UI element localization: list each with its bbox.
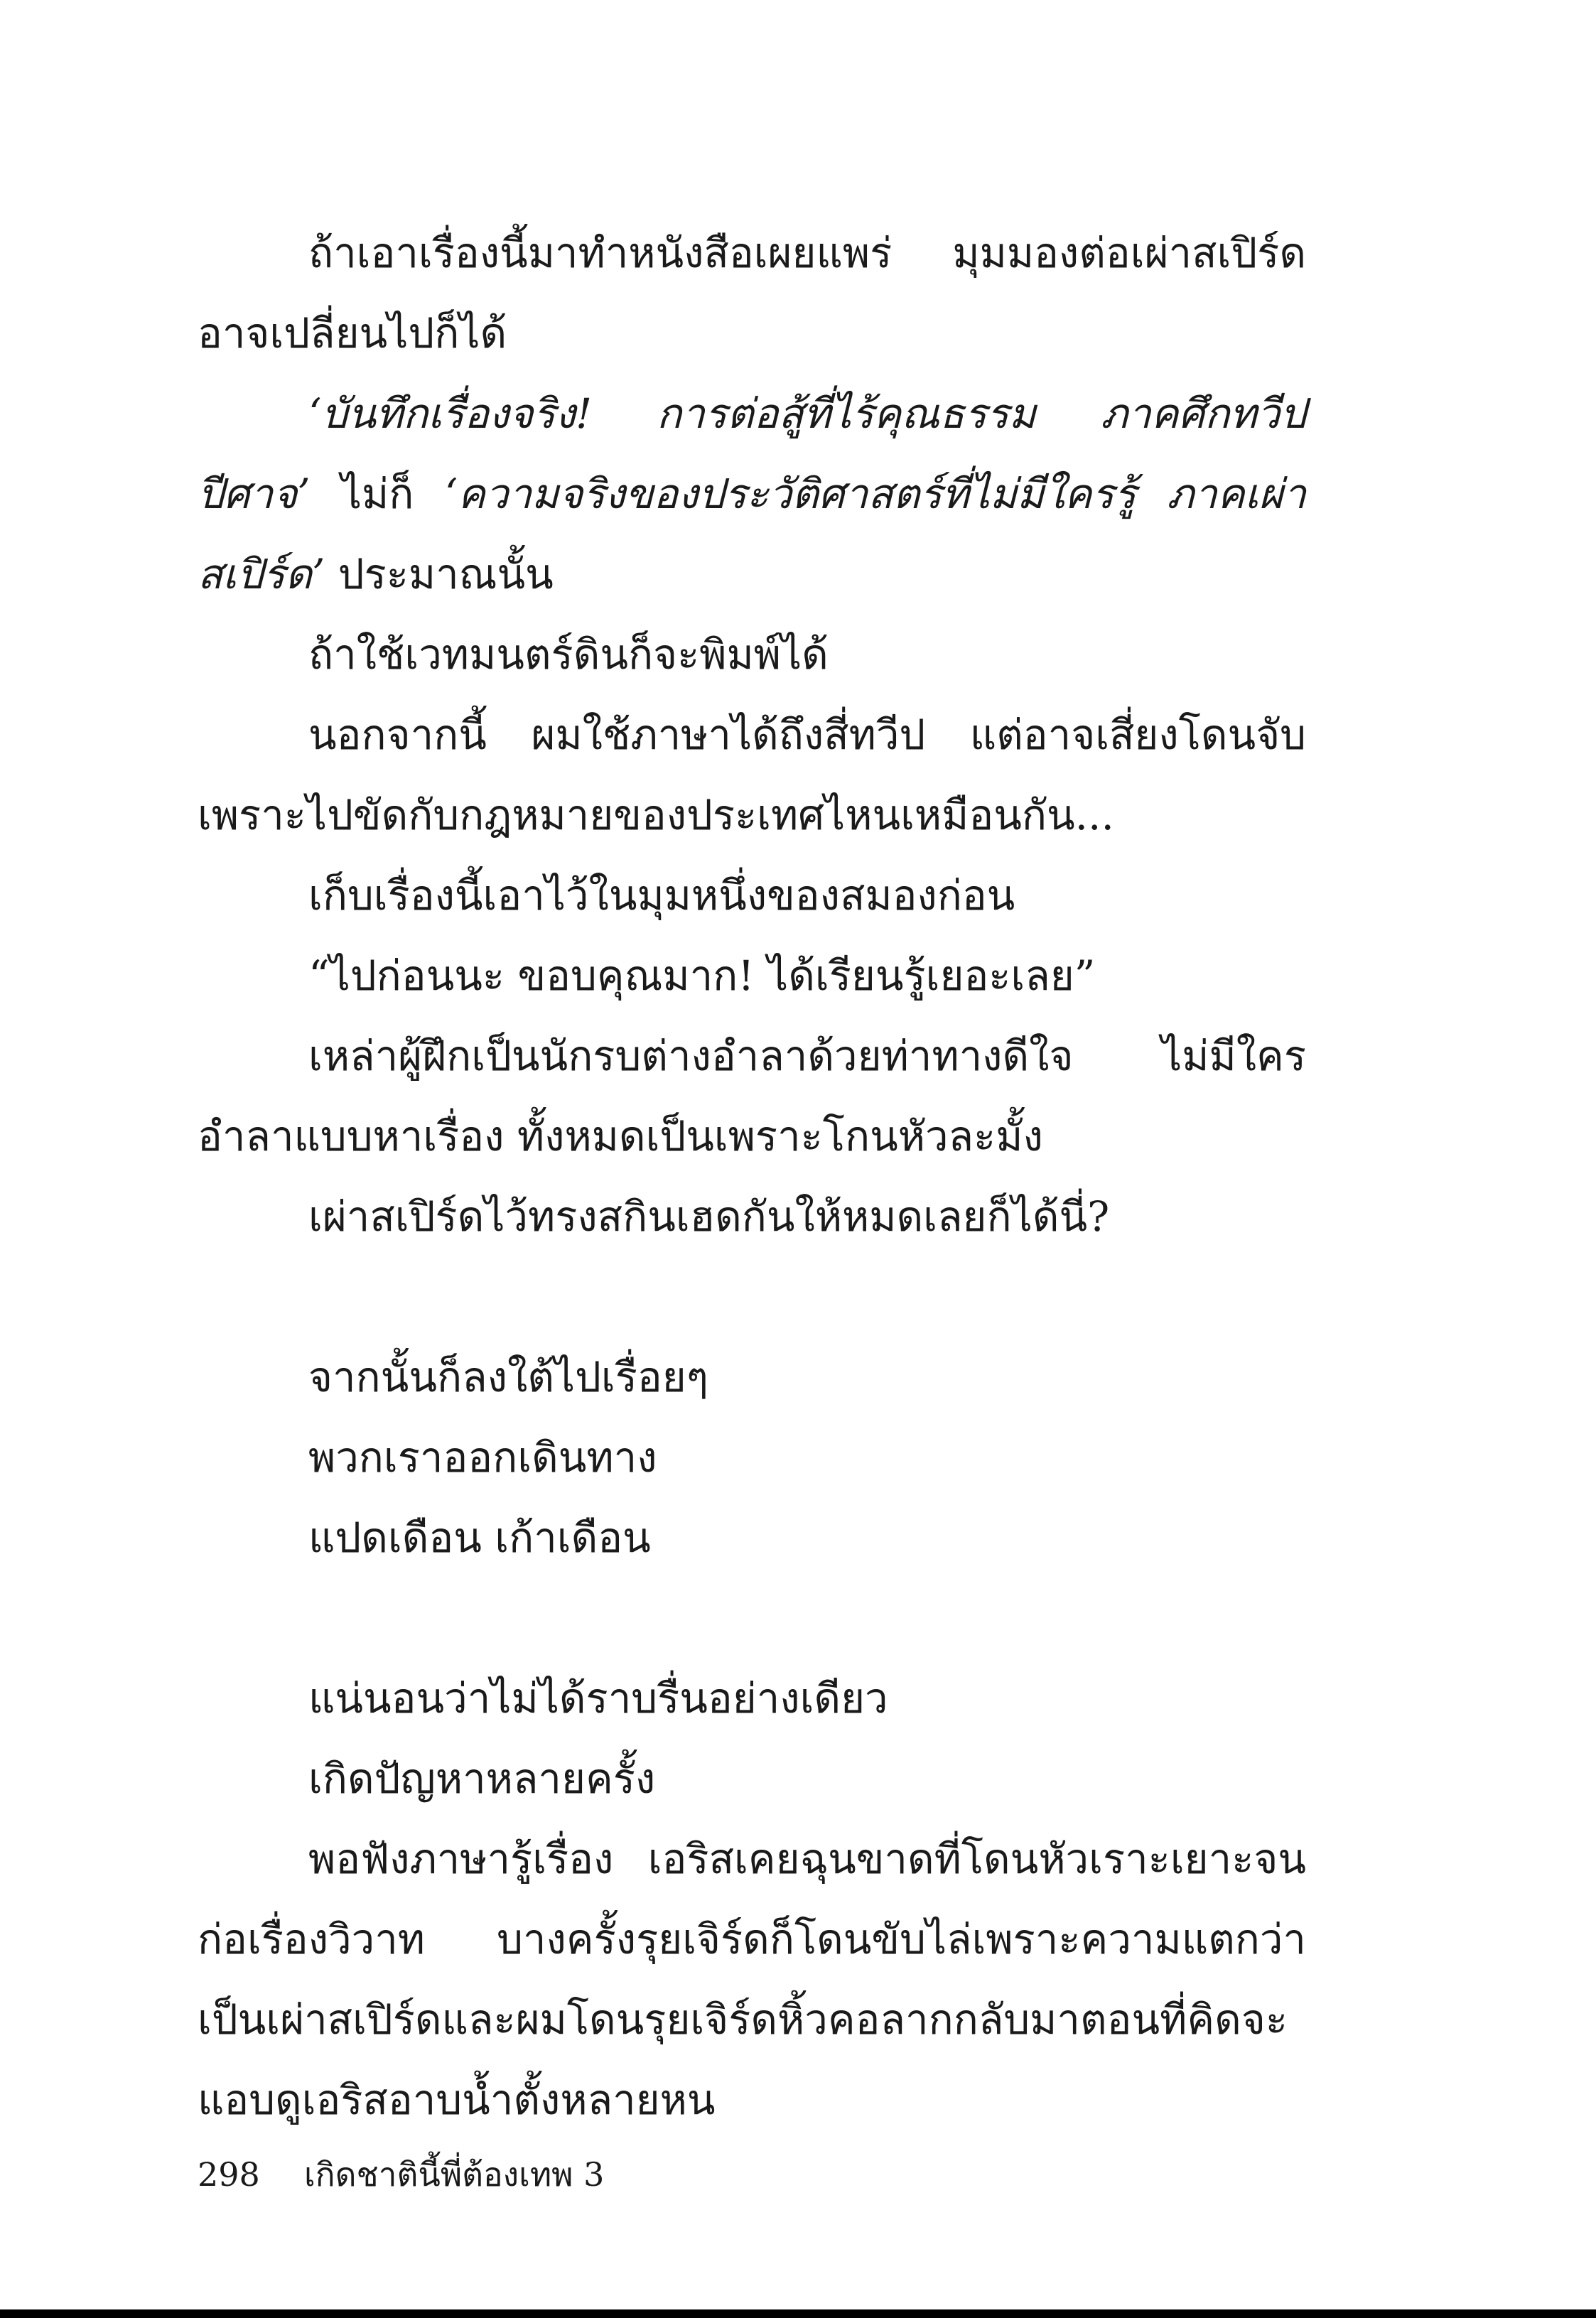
paragraph: เหล่าผู้ฝึกเป็นนักรบต่างอำลาด้วยท่าทางดีใจ ไม่มีใครอำลาแบบหาเรื่อง ทั้งหมดเป็นเพราะโกนหัวละมั้ง (198, 1032, 1306, 1160)
blank-line (198, 1257, 1306, 1337)
paragraph: เกิดปัญหาหลายครั้ง (308, 1754, 656, 1803)
paragraph: ถ้าใช้เวทมนตร์ดินก็จะพิมพ์ได้ (308, 630, 829, 679)
paragraph: พอฟังภาษารู้เรื่อง เอริสเคยฉุนขาดที่โดนหัวเราะเยาะจนก่อเรื่องวิวาท บางครั้งรุยเจิร์ดก็โดนขับไล่เพราะความแตกว่าเป็นเผ่าสเปิร์ดและผมโดนรุยเจิร์ดหิ้วคอลากกลับมาตอนที่คิดจะแอบดูเอริสอาบน้ำตั้งหลายหน (198, 1835, 1306, 2124)
bottom-border (0, 2309, 1596, 2318)
blank-line (198, 1578, 1306, 1659)
paragraph: ถ้าเอาเรื่องนี้มาทำหนังสือเผยแพร่ มุมมองต่อเผ่าสเปิร์ดอาจเปลี่ยนไปก็ได้ (198, 229, 1306, 357)
text-run: ไม่ก็ (310, 470, 445, 518)
paragraph: เผ่าสเปิร์ดไว้ทรงสกินเฮดกันให้หมดเลยก็ได้นี่? (308, 1192, 1110, 1241)
paragraph: เก็บเรื่องนี้เอาไว้ในมุมหนึ่งของสมองก่อน (308, 871, 1015, 920)
italic-title: ‘บันทึกเรื่องจริง! การต่อสู้ที่ไร้คุณธรรม ภาคศึกทวีปปีศาจ’ (198, 389, 1306, 518)
book-title: เกิดชาตินี้พี่ต้องเทพ 3 (304, 2155, 605, 2194)
paragraph: นอกจากนี้ ผมใช้ภาษาได้ถึงสี่ทวีป แต่อาจเสี่ยงโดนจับเพราะไปขัดกับกฎหมายของประเทศไหนเหมือนกัน... (198, 711, 1306, 839)
paragraph: พวกเราออกเดินทาง (308, 1433, 657, 1482)
italic-title: ‘ความจริงของประวัติศาสตร์ที่ไม่มีใครรู้ ภาคเผ่าสเปิร์ด’ (198, 470, 1306, 598)
text-run: ประมาณนั้น (325, 550, 554, 598)
paragraph: “ไปก่อนนะ ขอบคุณมาก! ได้เรียนรู้เยอะเลย” (308, 952, 1096, 1000)
page-footer (198, 2153, 604, 2196)
paragraph: แน่นอนว่าไม่ได้ราบรื่นอย่างเดียว (308, 1674, 888, 1723)
body-text (198, 213, 1306, 2140)
paragraph: แปดเดือน เก้าเดือน (308, 1514, 651, 1562)
paragraph: จากนั้นก็ลงใต้ไปเรื่อยๆ (308, 1353, 708, 1401)
page-number: 298 (198, 2155, 260, 2194)
paragraph (198, 374, 1306, 615)
